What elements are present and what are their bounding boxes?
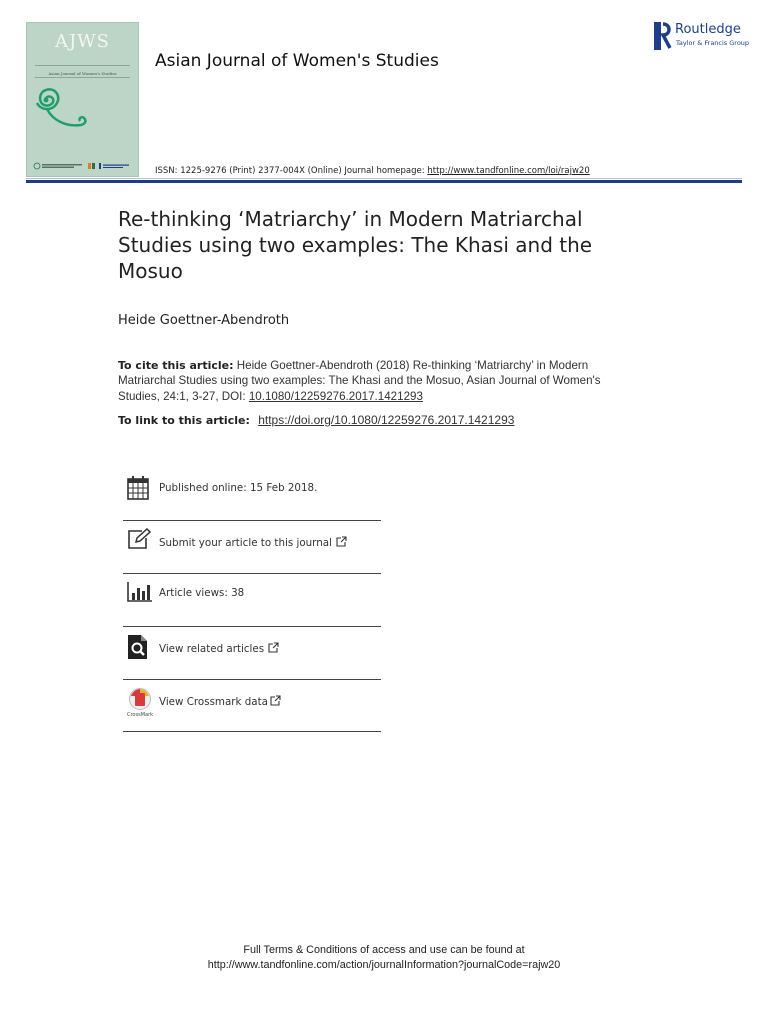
issn-text: ISSN: 1225-9276 (Print) 2377-004X (Online) Journal homepage: xyxy=(155,166,428,176)
header-rule xyxy=(26,180,742,183)
related-label: View related articles xyxy=(159,643,265,655)
terms-line: Full Terms & Conditions of access and use can be found at xyxy=(243,944,525,956)
publisher-name: Routledge xyxy=(675,22,741,37)
link-label: To link to this article: xyxy=(118,414,250,427)
journal-name: Asian Journal of Women's Studies xyxy=(155,51,439,71)
published-date: Published online: 15 Feb 2018. xyxy=(159,482,318,494)
doi-link[interactable]: https://doi.org/10.1080/12259276.2017.1421293 xyxy=(258,413,515,427)
divider xyxy=(123,626,381,627)
published-row xyxy=(123,475,381,505)
submit-link[interactable] xyxy=(159,536,347,549)
cite-label: To cite this article: xyxy=(118,359,234,372)
journal-homepage-link[interactable]: http://www.tandfonline.com/loi/rajw20 xyxy=(427,166,590,176)
crossmark-link[interactable] xyxy=(159,695,281,708)
related-row[interactable] xyxy=(123,634,381,664)
spiral-art-icon xyxy=(31,81,91,141)
routledge-logo-icon xyxy=(654,22,672,50)
cite-text: Heide Goettner-Abendroth (2018) Re-thinking ‘Matriarchy’ in Modern Matriarchal Studies using two examples: The Khasi and the Mosuo, Asian Journal of Women's Studies, 24:1, 3-27, DOI: xyxy=(118,359,601,403)
submit-row[interactable] xyxy=(123,528,381,558)
external-link-icon xyxy=(336,536,347,547)
related-link[interactable] xyxy=(159,642,279,655)
cover-subtitle: Asian Journal of Women's Studies xyxy=(48,71,117,76)
cover-divider xyxy=(35,65,130,66)
cite-doi-link[interactable]: 10.1080/12259276.2017.1421293 xyxy=(248,389,423,403)
divider xyxy=(123,731,381,732)
divider xyxy=(123,520,381,521)
external-link-icon xyxy=(268,642,279,653)
divider xyxy=(123,679,381,680)
article-views: Article views: 38 xyxy=(159,587,245,599)
link-block xyxy=(118,413,514,427)
crossmark-logo-text: CrossMark xyxy=(127,712,153,717)
crossmark-icon xyxy=(127,687,153,717)
publisher-group: Taylor & Francis Group xyxy=(676,39,750,47)
header-rule-thin xyxy=(26,178,742,179)
edit-icon xyxy=(127,528,151,550)
crossmark-row[interactable] xyxy=(123,687,381,719)
calendar-icon xyxy=(127,476,149,500)
article-author: Heide Goettner-Abendroth xyxy=(118,313,290,328)
cover-title: AJWS xyxy=(54,31,111,52)
journal-cover xyxy=(26,22,139,177)
cover-publisher-logos xyxy=(33,162,134,170)
article-title: Re-thinking ‘Matriarchy’ in Modern Matriarchal Studies using two examples: The Khasi and the Mosuo xyxy=(118,207,593,283)
search-document-icon xyxy=(127,634,149,660)
bar-chart-icon xyxy=(127,582,153,602)
issn-line xyxy=(155,166,590,176)
divider xyxy=(123,573,381,574)
citation-block xyxy=(118,358,638,404)
crossmark-label: View Crossmark data xyxy=(159,696,268,708)
terms-url[interactable]: http://www.tandfonline.com/action/journalInformation?journalCode=rajw20 xyxy=(207,959,561,971)
submit-label: Submit your article to this journal xyxy=(159,537,332,549)
terms-footer xyxy=(0,943,768,973)
cover-divider xyxy=(35,77,130,78)
external-link-icon xyxy=(270,695,281,706)
views-row xyxy=(123,581,381,607)
